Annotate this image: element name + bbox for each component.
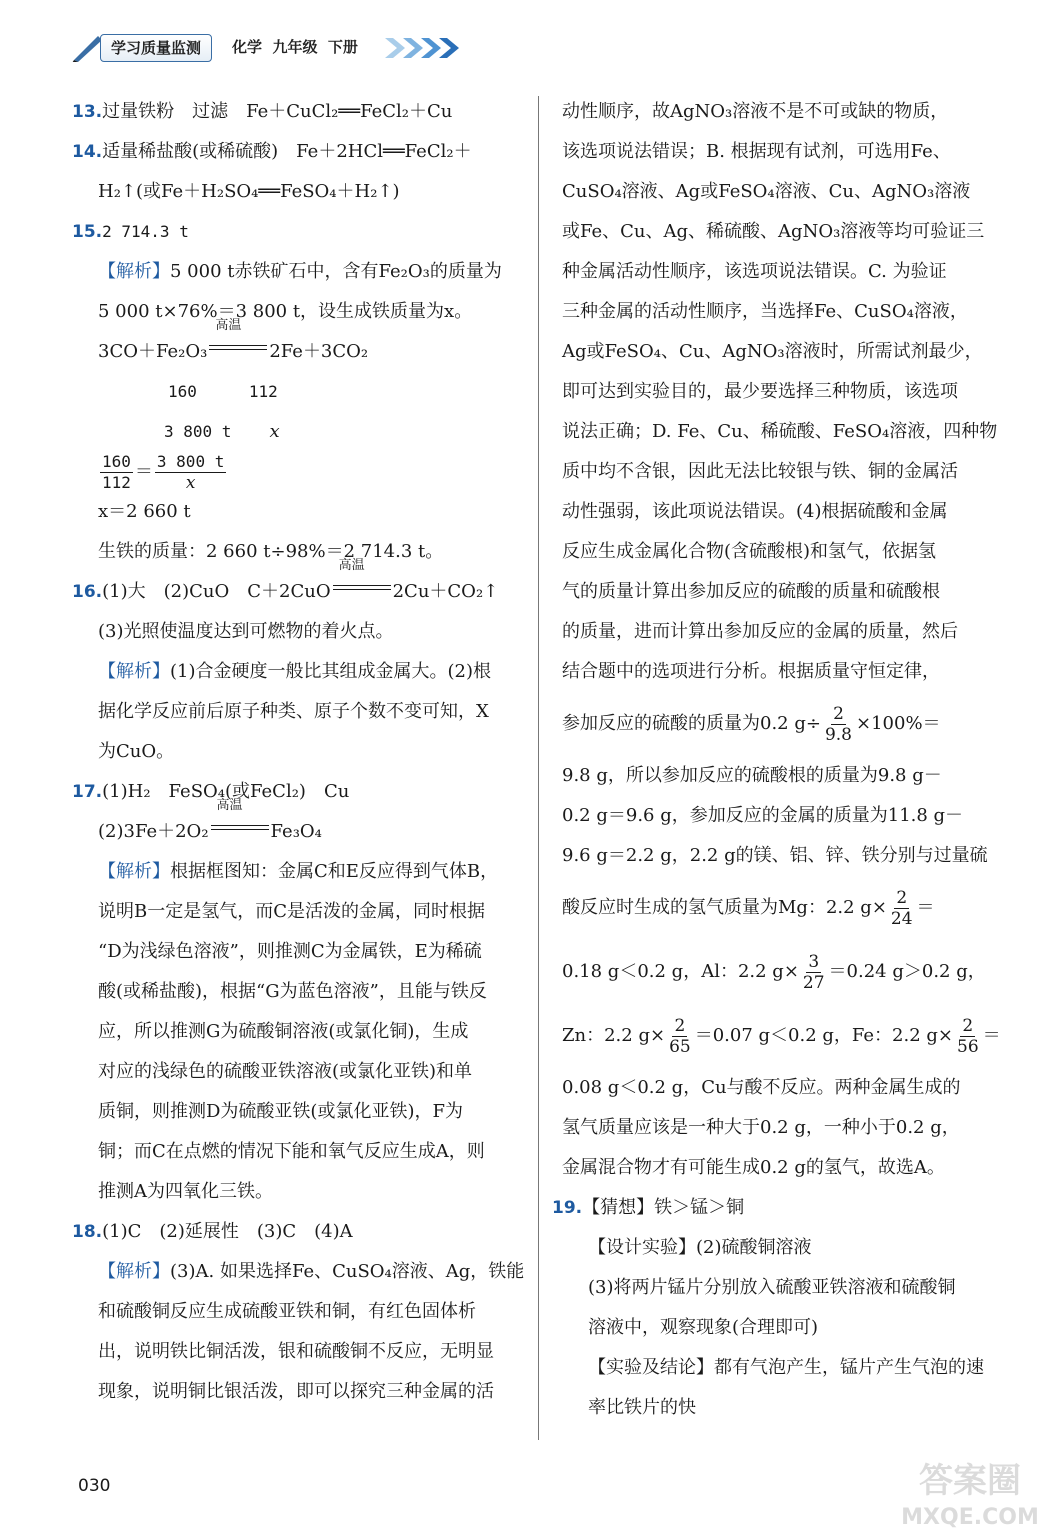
equation-line	[72, 798, 524, 852]
analysis-line: 动性强弱，该此项说法错误。(4)根据硫酸和金属	[562, 501, 948, 522]
equation-line	[72, 318, 524, 372]
analysis-text: Zn：2.2 g×	[562, 1025, 666, 1046]
question-number: 17.	[72, 782, 103, 802]
analysis-line: 氢气质量应该是一种大于0.2 g，一种小于0.2 g，	[562, 1117, 960, 1138]
equation-sign	[331, 558, 393, 595]
analysis-line: 对应的浅绿色的硫酸亚铁溶液(或氯化亚铁)和单	[98, 1061, 473, 1082]
ratio-value: 160	[168, 382, 197, 401]
ratio-value: 112	[248, 382, 278, 401]
analysis-line: 该选项说法错误；B. 根据现有试剂，可选用Fe、	[562, 141, 951, 162]
answer-line: H₂↑(或Fe＋H₂SO₄══FeSO₄＋H₂↑)	[98, 181, 400, 202]
answer-text: 适量稀盐酸(或稀硫酸) Fe＋2HCl══FeCl₂＋	[102, 141, 472, 162]
analysis-line: 出，说明铁比铜活泼，银和硫酸铜不反应，无明显	[98, 1341, 494, 1362]
analysis-line: 三种金属的活动性顺序，当选择Fe、CuSO₄溶液，	[562, 301, 968, 322]
analysis-text: ＝	[916, 897, 935, 918]
analysis-line: 据化学反应前后原子种类、原子个数不变可知，X	[98, 701, 489, 722]
analysis-line: 铜；而C在点燃的情况下能和氧气反应生成A，则	[98, 1141, 485, 1162]
subject-label: 化学 九年级 下册	[232, 38, 358, 56]
analysis-line	[562, 1004, 1012, 1068]
analysis-line: x＝2 660 t	[98, 501, 191, 522]
page-header	[70, 30, 470, 64]
fraction: $\frac{2}{65}$	[669, 1015, 691, 1057]
analysis-line	[72, 252, 524, 292]
answer-text: 【猜想】铁＞锰＞铜	[582, 1197, 745, 1218]
condition-label: 高温	[216, 798, 243, 813]
analysis-text: ×100%＝	[856, 713, 941, 734]
analysis-line	[72, 1252, 524, 1292]
question-number: 14.	[72, 142, 103, 162]
analysis-line: 说明B一定是氢气，而C是活泼的金属，同时根据	[98, 901, 485, 922]
analysis-line: 推测A为四氧化三铁。	[98, 1181, 273, 1202]
fraction: $\frac{3}{27}$	[802, 951, 825, 993]
analysis-line: 9.6 g＝2.2 g，2.2 g的镁、铝、锌、铁分别与过量硫	[562, 845, 988, 866]
equation-left: 3CO＋Fe₂O₃	[98, 341, 208, 362]
answer-line: 【设计实验】(2)硫酸铜溶液	[588, 1237, 812, 1258]
analysis-line: 现象，说明铜比银活泼，即可以探究三种金属的活	[98, 1381, 494, 1402]
answer-19	[552, 1188, 1012, 1228]
svg-text:MXQE.COM: MXQE.COM	[901, 1505, 1039, 1530]
question-number: 18.	[72, 1222, 103, 1242]
ratio-value: 3 800 t	[164, 422, 232, 441]
analysis-line	[72, 652, 524, 692]
answer-17	[72, 772, 524, 812]
fraction: $\frac{2}{56}$	[957, 1015, 979, 1057]
answer-line: 【实验及结论】都有气泡产生，锰片产生气泡的速	[588, 1357, 984, 1378]
answer-16	[72, 558, 524, 612]
analysis-line: 气的质量计算出参加反应的硫酸的质量和硫酸根	[562, 581, 940, 602]
answer-line: (3)将两片锰片分别放入硫酸亚铁溶液和硫酸铜	[588, 1277, 956, 1298]
analysis-line: 9.8 g，所以参加反应的硫酸根的质量为9.8 g－	[562, 765, 942, 786]
analysis-line: “D为浅绿色溶液”，则推测C为金属铁，E为稀硫	[98, 941, 482, 962]
analysis-line	[562, 940, 1012, 1004]
analysis-line: 为CuO。	[98, 741, 175, 762]
analysis-text: 酸反应时生成的氢气质量为Mg：2.2 g×	[562, 897, 887, 918]
answer-text: 2 714.3 t	[102, 222, 189, 241]
analysis-line: 质中均不含银，因此无法比较银与铁、铜的金属活	[562, 461, 958, 482]
condition-label: 高温	[215, 318, 242, 333]
answer-text: 过量铁粉 过滤 Fe＋CuCl₂══FeCl₂＋Cu	[102, 101, 453, 122]
question-number: 13.	[72, 102, 103, 122]
analysis-line: 生铁的质量：2 660 t÷98%＝2 714.3 t。	[98, 541, 444, 562]
analysis-line: 和硫酸铜反应生成硫酸亚铁和铜，有红色固体析	[98, 1301, 476, 1322]
condition-label: 高温	[338, 558, 365, 573]
analysis-text: 根据框图知：金属C和E反应得到气体B，	[170, 861, 499, 882]
analysis-text: 5 000 t赤铁矿石中，含有Fe₂O₃的质量为	[170, 261, 502, 282]
column-divider	[538, 96, 539, 1440]
analysis-line: 动性顺序，故AgNO₃溶液不是不可或缺的物质，	[562, 101, 949, 122]
answer-14	[72, 132, 524, 172]
answer-18	[72, 1212, 524, 1252]
equation-sign	[207, 318, 269, 355]
analysis-line: CuSO₄溶液、Ag或FeSO₄溶液、Cu、AgNO₃溶液	[562, 181, 971, 202]
analysis-line: 反应生成金属化合物(含硫酸根)和氢气，依据氢	[562, 541, 937, 562]
analysis-line: 种金属活动性顺序，该选项说法错误。C. 为验证	[562, 261, 947, 282]
answer-line: 溶液中，观察现象(合理即可)	[588, 1317, 819, 1338]
analysis-line: 5 000 t×76%＝3 800 t，设生成铁质量为x。	[98, 301, 473, 322]
analysis-text: 参加反应的硫酸的质量为0.2 g÷	[562, 713, 821, 734]
analysis-text: (1)合金硬度一般比其组成金属大。(2)根	[170, 661, 491, 682]
analysis-line	[562, 876, 1012, 940]
ratio-value: x	[269, 421, 280, 442]
right-column	[552, 92, 1012, 1428]
analysis-text: ＝0.24 g＞0.2 g，	[828, 961, 986, 982]
analysis-tag: 【解析】	[98, 261, 170, 282]
answer-line: (3)光照使温度达到可燃物的着火点。	[98, 621, 394, 642]
equation-left: (2)3Fe＋2O₂	[98, 821, 209, 842]
fraction: $\frac{160}{112}$	[102, 452, 131, 492]
page-number: 030	[78, 1476, 111, 1496]
question-number: 16.	[72, 582, 103, 602]
analysis-line: 结合题中的选项进行分析。根据质量守恒定律，	[562, 661, 940, 682]
equation-right: 2Fe＋3CO₂	[269, 341, 369, 362]
ratio-line	[72, 372, 524, 412]
analysis-line: 或Fe、Cu、Ag、稀硫酸、AgNO₃溶液等均可验证三	[562, 221, 985, 242]
analysis-line	[562, 692, 1012, 756]
question-number: 19.	[552, 1198, 583, 1218]
analysis-text: 0.18 g＜0.2 g，Al：2.2 g×	[562, 961, 799, 982]
answer-line: 率比铁片的快	[588, 1397, 696, 1418]
equation-sign	[209, 798, 271, 835]
fraction: $\frac{2}{9.8}$	[824, 703, 852, 745]
analysis-tag: 【解析】	[98, 661, 170, 682]
answer-text: 2Cu＋CO₂↑	[392, 581, 499, 602]
answer-13	[72, 92, 524, 132]
answer-text: (1)大 (2)CuO C＋2CuO	[102, 581, 331, 602]
watermark-logo	[890, 1452, 1050, 1532]
equation-right: Fe₃O₄	[270, 821, 322, 842]
analysis-line: 0.2 g＝9.6 g，参加反应的金属的质量为11.8 g－	[562, 805, 964, 826]
analysis-line: 金属混合物才有可能生成0.2 g的氢气，故选A。	[562, 1157, 945, 1178]
analysis-tag: 【解析】	[98, 861, 170, 882]
fraction: $\frac{2}{24}$	[890, 887, 913, 929]
equals-sign: ＝	[134, 461, 153, 483]
analysis-text: (3)A. 如果选择Fe、CuSO₄溶液、Ag，铁能	[170, 1261, 525, 1282]
fraction: $\frac{3 800 t}{x}$	[156, 452, 225, 493]
answer-text: (1)H₂ FeSO₄(或FeCl₂) Cu	[102, 781, 350, 802]
proportion-line	[72, 452, 524, 492]
analysis-line: 的质量，进而计算出参加反应的金属的质量，然后	[562, 621, 958, 642]
svg-text:答案圈: 答案圈	[919, 1461, 1021, 1501]
left-column	[72, 92, 524, 1412]
analysis-line: 酸(或稀盐酸)，根据“G为蓝色溶液”，且能与铁反	[98, 981, 487, 1002]
analysis-text: ＝	[982, 1025, 1001, 1046]
answer-text: (1)C (2)延展性 (3)C (4)A	[102, 1221, 353, 1242]
analysis-line: 0.08 g＜0.2 g，Cu与酸不反应。两种金属生成的	[562, 1077, 961, 1098]
analysis-tag: 【解析】	[98, 1261, 170, 1282]
analysis-line: 即可达到实验目的，最少要选择三种物质，该选项	[562, 381, 958, 402]
series-badge: 学习质量监测	[100, 34, 212, 62]
analysis-line	[72, 852, 524, 892]
analysis-line: 质铜，则推测D为硫酸亚铁(或氯化亚铁)，F为	[98, 1101, 463, 1122]
analysis-line: 应，所以推测G为硫酸铜溶液(或氯化铜)，生成	[98, 1021, 469, 1042]
chevron-decoration-icon	[385, 36, 465, 60]
analysis-text: ＝0.07 g＜0.2 g，Fe：2.2 g×	[694, 1025, 954, 1046]
analysis-line: Ag或FeSO₄、Cu、AgNO₃溶液时，所需试剂最少，	[562, 341, 983, 362]
question-number: 15.	[72, 222, 103, 242]
ratio-line	[72, 412, 524, 452]
answer-15	[72, 212, 524, 252]
analysis-line: 说法正确；D. Fe、Cu、稀硫酸、FeSO₄溶液，四种物	[562, 421, 998, 442]
